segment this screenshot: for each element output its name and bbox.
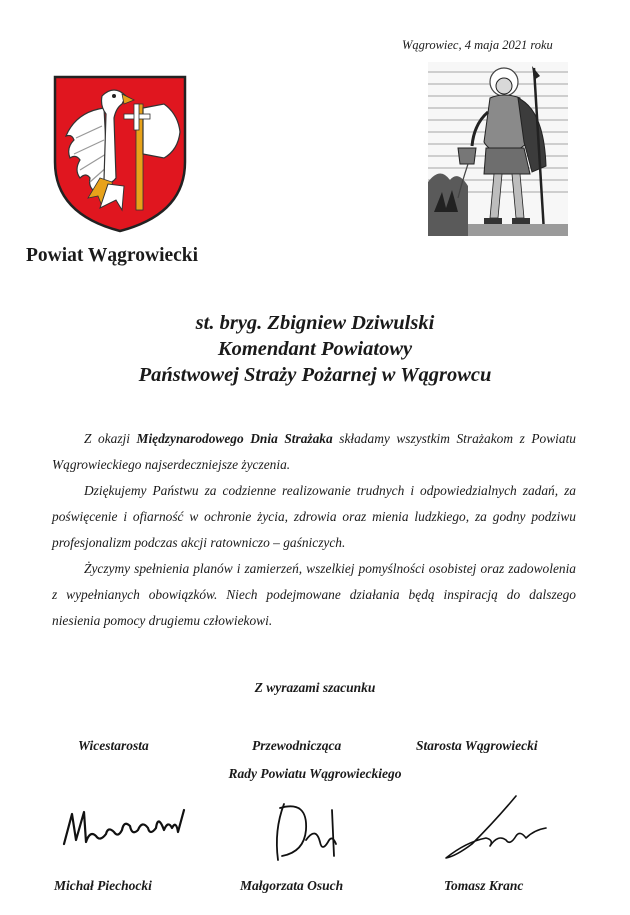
signer-3-role: Starosta Wągrowiecki <box>416 738 538 753</box>
signature-3-image <box>436 790 556 870</box>
signature-1-image <box>60 790 190 860</box>
paragraph-1 <box>52 426 576 478</box>
signer-2-role: Przewodnicząca <box>252 738 342 753</box>
saint-florian-image <box>428 62 568 236</box>
signer-1-name: Michał Piechocki <box>54 878 152 893</box>
paragraph-1-lead: Z okazji <box>84 431 137 446</box>
recipient-name: st. bryg. Zbigniew Dziwulski <box>195 312 435 334</box>
council-name: Rady Powiatu Wągrowieckiego <box>228 766 402 781</box>
signer-3-name: Tomasz Kranc <box>444 878 524 893</box>
paragraph-1-rest: składamy wszystkim Strażakom z Powiatu Wągrowieckiego najserdeczniejsze życzenia. <box>52 431 576 472</box>
county-coat-of-arms-icon <box>52 74 188 234</box>
closing-line: Z wyrazami szacunku <box>254 680 376 695</box>
signer-1-role: Wicestarosta <box>78 738 149 753</box>
paragraph-2: Dziękujemy Państwu za codzienne realizowanie trudnych i odpowiedzialnych zadań, za poświęcenie i ofiarność w ochronie życia, zdrowia oraz mienia ludzkiego, za godny podziwu profesjonalizm podczas akcji ratowniczo – gaśniczych. <box>52 483 576 550</box>
paragraph-1-bold: Międzynarodowego Dnia Strażaka <box>136 431 333 446</box>
signer-2-name: Małgorzata Osuch <box>240 878 344 893</box>
signature-2-image <box>262 790 352 874</box>
county-name: Powiat Wągrowiecki <box>26 245 199 266</box>
recipient-organization: Państwowej Straży Pożarnej w Wągrowcu <box>138 364 492 386</box>
letter-date: Wągrowiec, 4 maja 2021 roku <box>402 38 553 52</box>
recipient-block <box>0 310 630 388</box>
letter-body <box>52 426 576 634</box>
paragraph-3: Życzymy spełnienia planów i zamierzeń, wszelkiej pomyślności osobistej oraz zadowolenia z wypełnianych obowiązków. Niech podejmowane działania będą inspiracją do dalszego niesienia pomocy drugiemu człowiekowi. <box>52 561 576 628</box>
recipient-title: Komendant Powiatowy <box>217 338 413 360</box>
